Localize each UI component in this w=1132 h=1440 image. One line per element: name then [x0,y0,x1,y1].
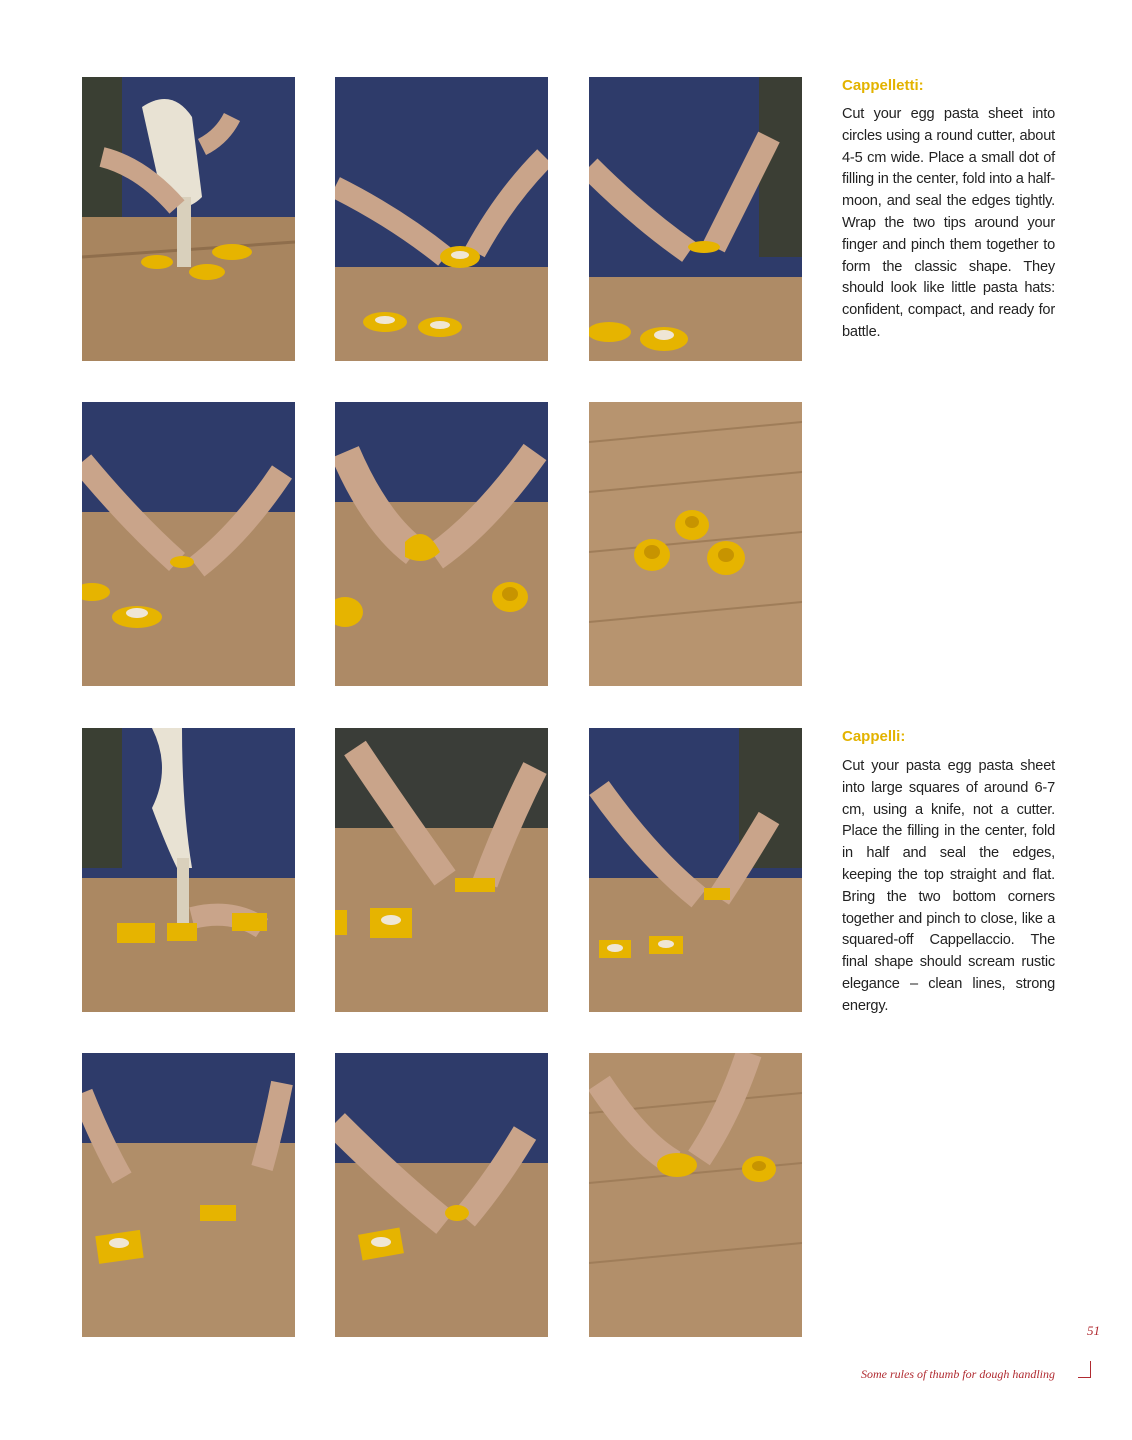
section-heading-cappelletti: Cappelletti: [842,77,924,94]
section-body-cappelletti: Cut your egg pasta sheet into circles using a round cutter, about 4-5 cm wide. Place a small dot of filling in the center, fold into a half-moon, and seal the edges tightly. Wrap the two tips around your finger and pinch them together to form the classic shape. They should look like little pasta hats: confident, compact, and ready for battle. [842,106,1055,340]
photo-cappelletti-step-2-folding-half-moon [335,77,548,361]
photo-cappelletti-finished [589,402,802,686]
photo-cappelli-step-4-folded-squares [82,1053,295,1337]
photo-cappelletti-step-1-piping-filling [82,77,295,361]
page-number: 51 [1087,1323,1100,1338]
photo-cappelli-step-1-piping-filling [82,728,295,1012]
photo-cappelletti-step-4-wrapping-tips [82,402,295,686]
section-heading-cappelli: Cappelli: [842,728,906,745]
photo-cappelli-step-3-joining-corners [589,728,802,1012]
photo-cappelli-finished [589,1053,802,1337]
section-body-cappelli: Cut your pasta egg pasta sheet into large squares of around 6-7 cm, using a knife, not a cutter. Place the filling in the center, fold in half and seal the edges, keeping the top straight and flat. Bring the two bottom corners together and pinch to close, like a squared-off Cappellaccio. The final shape should scream rustic elegance – clean lines, strong energy. [842,758,1055,1014]
photo-cappelli-step-5-pinching-close [335,1053,548,1337]
photo-cappelletti-step-3-sealing-edges [589,77,802,361]
corner-crop-mark [1078,1361,1091,1378]
photo-cappelletti-step-5-pinching-shape [335,402,548,686]
running-footer-title: Some rules of thumb for dough handling [861,1367,1055,1381]
photo-cappelli-step-2-folding-square [335,728,548,1012]
